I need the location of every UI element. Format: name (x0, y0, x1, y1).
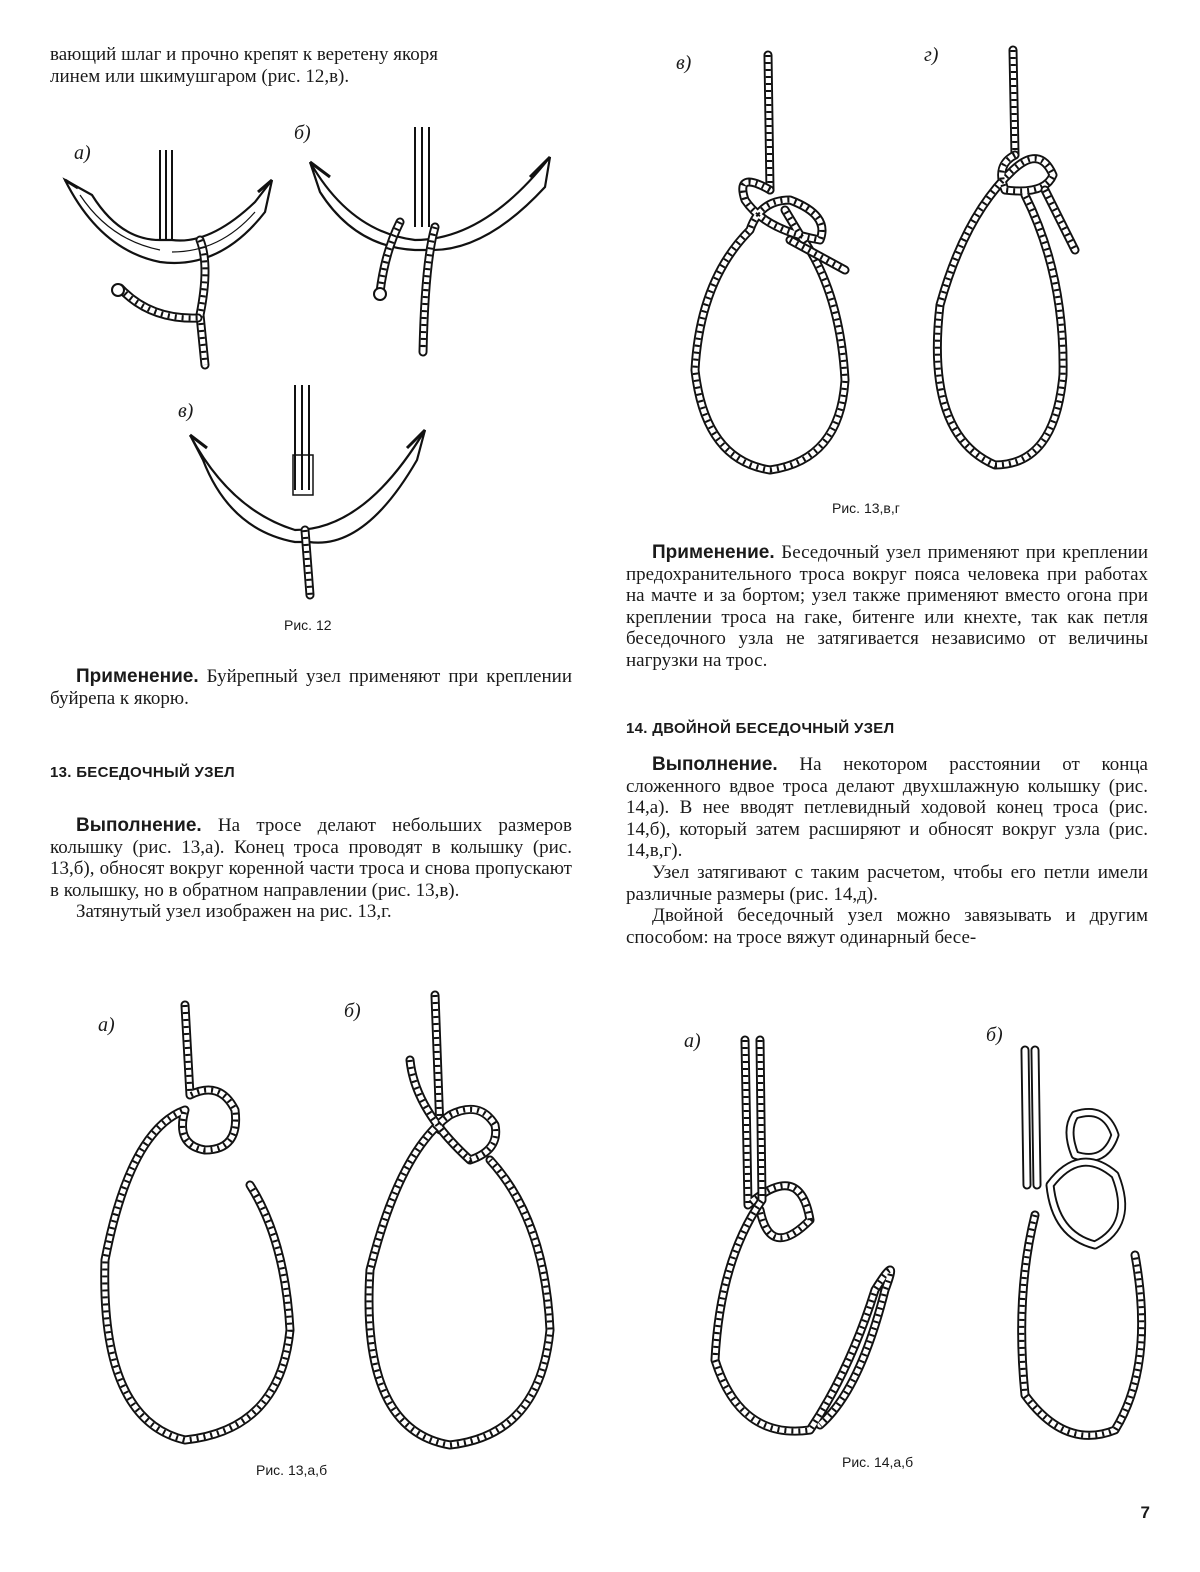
bowline-usage-lead: Применение. (652, 542, 775, 563)
buoy-usage-paragraph (50, 666, 572, 709)
fig13-a-loop-illustration (80, 1000, 310, 1455)
fig13-label-a: а) (98, 1014, 115, 1036)
section14-text (626, 754, 1148, 948)
buoy-usage-text: Буйрепный узел применяют при креплении буйрепа к якорю. (50, 666, 572, 709)
fig13-label-g: г) (924, 44, 939, 66)
fig13ab-caption: Рис. 13,а,б (256, 1462, 328, 1478)
fig13-label-v: в) (676, 52, 692, 74)
section14-exec-lead: Выполнение. (652, 754, 778, 775)
fig12-label-a: а) (74, 142, 91, 164)
fig13-g-knot-illustration (905, 45, 1095, 475)
fig13-label-b: б) (344, 1000, 361, 1022)
top-line-2: линем или шкимушгаром (рис. 12,в). (50, 65, 350, 87)
section13-exec-lead: Выполнение. (76, 815, 202, 836)
fig14ab-caption: Рис. 14,а,б (842, 1454, 914, 1470)
section13-tight-text: Затянутый узел изображен на рис. 13,г. (76, 901, 392, 923)
section13-exec-text: На тросе делают небольших размеров колышку (рис. 13,а). Конец троса проводят в колышку (рис. 13,б), обносят вокруг коренной части троса и снова пропускают в колышку, но в обратном направлении (рис. 13,в). (50, 815, 572, 901)
fig14-b-double-loop-illustration (995, 1035, 1165, 1455)
fig14-a-double-loop-illustration (700, 1030, 920, 1450)
top-continuation-text (50, 44, 566, 87)
bowline-usage-text: Беседочный узел применяют при креплении предохранительного троса вокруг пояса человека при работах на мачте и за бортом; узел также применяют вместо огона при креплении троса на гаке, битенге или кнехте, так как петля беседочного узла не затягивается независимо от величины нагрузки на трос. (626, 542, 1148, 671)
section13-heading: 13. БЕСЕДОЧНЫЙ УЗЕЛ (50, 764, 235, 781)
section14-alt-text: Двойной беседочный узел можно завязывать и другим способом: на тросе вяжут одинарный бесе- (626, 905, 1148, 948)
fig12-label-c: в) (178, 400, 194, 422)
section13-text (50, 815, 572, 923)
fig12-label-b: б) (294, 122, 311, 144)
fig12-a-anchor-illustration (60, 140, 295, 375)
fig13-b-loop-illustration (340, 990, 570, 1460)
fig12-caption: Рис. 12 (284, 617, 332, 633)
section14-exec-text: На некотором расстоянии от конца сложенного вдвое троса делают двухшлажную колышку (рис. 14,а). В нее вводят петлевидный ходовой конец троса (рис. 14,б), который затем расширяют и обносят вокруг узла (рис. 14,в,г). (626, 754, 1148, 862)
section14-tighten-text: Узел затягивают с таким расчетом, чтобы его петли имели различные размеры (рис. 14,д). (626, 861, 1148, 905)
section14-heading: 14. ДВОЙНОЙ БЕСЕДОЧНЫЙ УЗЕЛ (626, 720, 895, 737)
buoy-usage-lead: Применение. (76, 666, 199, 687)
top-line-1: вающий шлаг и прочно крепят к веретену якоря (50, 44, 438, 65)
bowline-usage-paragraph (626, 542, 1148, 672)
fig14-label-b: б) (986, 1024, 1003, 1046)
fig12-c-anchor-illustration (185, 380, 435, 600)
fig13-v-knot-illustration (680, 50, 880, 480)
fig12-b-anchor-illustration (305, 122, 565, 362)
fig14-label-a: а) (684, 1030, 701, 1052)
page-number: 7 (1140, 1503, 1150, 1522)
fig13vg-caption: Рис. 13,в,г (832, 500, 900, 516)
